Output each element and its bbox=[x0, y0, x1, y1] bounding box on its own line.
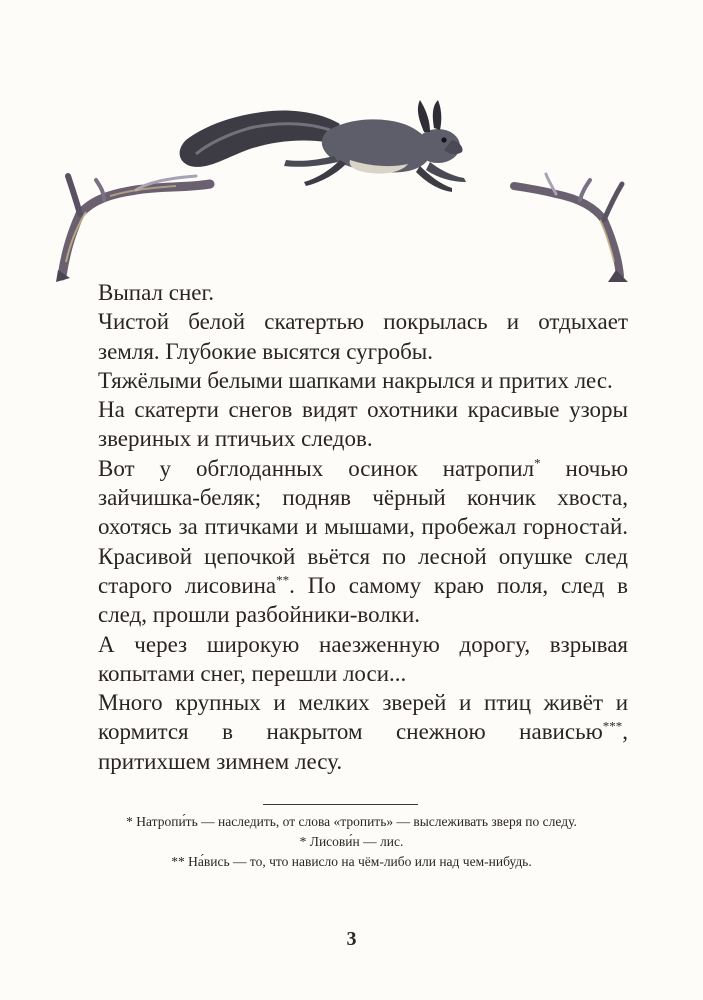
paragraph-6: А через широкую наезженную дорогу, взрывая копытами снег, перешли лоси... bbox=[98, 631, 628, 686]
paragraph-7-part-b: , притихшем зимнем лесу. bbox=[98, 719, 628, 774]
paragraph-7 bbox=[98, 688, 628, 776]
footnote-divider bbox=[263, 804, 418, 805]
footnote-mark-3: *** bbox=[602, 718, 623, 734]
paragraph-3: Тяжёлыми белыми шапками накрылся и притих лес. bbox=[98, 367, 613, 393]
body-text bbox=[98, 278, 628, 776]
paragraph-2: Чистой белой скатертью покрылась и отдыхает земля. Глубокие высятся сугробы. bbox=[98, 309, 628, 364]
squirrel-illustration bbox=[0, 0, 703, 290]
page-number: 3 bbox=[346, 928, 357, 950]
footnote-1: * Натропи́ть — наследить, от слова «тропить» — выслеживать зверя по следу. bbox=[126, 814, 577, 829]
paragraph-1: Выпал снег. bbox=[98, 280, 215, 305]
right-branch bbox=[514, 174, 628, 282]
footnotes bbox=[60, 812, 643, 872]
footnote-mark-1: * bbox=[534, 455, 541, 471]
footnote-mark-2: ** bbox=[276, 572, 290, 588]
paragraph-7-part-a: Много крупных и мелких зверей и птиц живёт и кормится в накрытом снежною нависью bbox=[98, 690, 628, 745]
squirrel bbox=[180, 100, 466, 192]
left-branch bbox=[56, 176, 210, 282]
paragraph-5-part-b: ночью зайчишка-беляк; подняв чёрный кончик хвоста, охотясь за птичками и мышами, пробежал горностай. Красивой цепочкой вьётся по лесной опушке след старого лисовина bbox=[98, 455, 628, 598]
paragraph-5-part-c: . По самому краю поля, след в след, прошли разбойники-волки. bbox=[98, 572, 628, 628]
paragraph-5-part-a: Вот у обглоданных осинок натропил bbox=[98, 455, 535, 481]
footnote-2: * Лисови́н — лис. bbox=[299, 834, 404, 849]
paragraph-4: На скатерти снегов видят охотники красивые узоры звериных и птичьих следов. bbox=[98, 397, 628, 452]
footnote-3: ** На́вись — то, что нависло на чём-либо или над чем-нибудь. bbox=[171, 854, 532, 869]
paragraph-5 bbox=[98, 454, 628, 630]
